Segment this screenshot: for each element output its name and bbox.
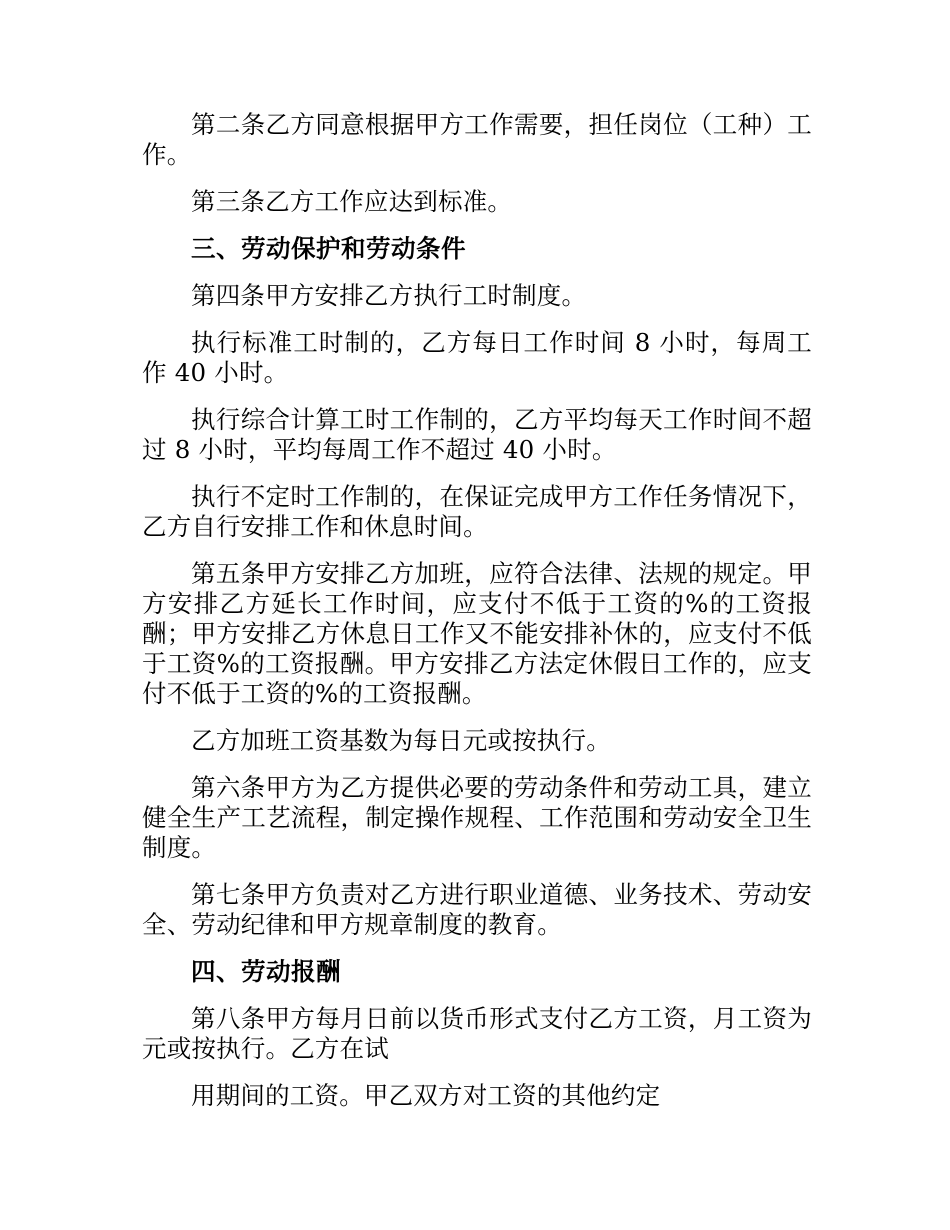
section-heading-remuneration: 四、劳动报酬	[191, 957, 341, 986]
comprehensive-hours-paragraph: 执行综合计算工时工作制的，乙方平均每天工作时间不超过 8 小时，平均每周工作不超过 40 小时。	[142, 405, 812, 464]
clause-7: 第七条甲方负责对乙方进行职业道德、业务技术、劳动安全、劳动纪律和甲方规章制度的教育。	[142, 880, 812, 939]
standard-hours-paragraph: 执行标准工时制的，乙方每日工作时间 8 小时，每周工作 40 小时。	[142, 328, 812, 387]
section-heading-labor-protection: 三、劳动保护和劳动条件	[191, 234, 466, 263]
clause-4: 第四条甲方安排乙方执行工时制度。	[191, 281, 587, 310]
clause-3: 第三条乙方工作应达到标准。	[191, 187, 513, 216]
clause-6: 第六条甲方为乙方提供必要的劳动条件和劳动工具，建立健全生产工艺流程，制定操作规程、工作范围和劳动安全卫生制度。	[142, 773, 812, 862]
probation-wage-paragraph: 用期间的工资。甲乙双方对工资的其他约定	[191, 1081, 661, 1110]
overtime-base-paragraph: 乙方加班工资基数为每日元或按执行。	[191, 726, 611, 755]
clause-5: 第五条甲方安排乙方加班，应符合法律、法规的规定。甲方安排乙方延长工作时间，应支付不低于工资的%的工资报酬；甲方安排乙方休息日工作又不能安排补休的，应支付不低于工资%的工资报酬。甲方安排乙方法定休假日工作的，应支付不低于工资的%的工资报酬。	[142, 559, 812, 708]
clause-8: 第八条甲方每月日前以货币形式支付乙方工资，月工资为元或按执行。乙方在试	[142, 1004, 812, 1063]
document-body	[142, 110, 812, 1128]
flexible-hours-paragraph: 执行不定时工作制的，在保证完成甲方工作任务情况下，乙方自行安排工作和休息时间。	[142, 482, 812, 541]
clause-2: 第二条乙方同意根据甲方工作需要，担任岗位（工种）工作。	[142, 110, 812, 169]
